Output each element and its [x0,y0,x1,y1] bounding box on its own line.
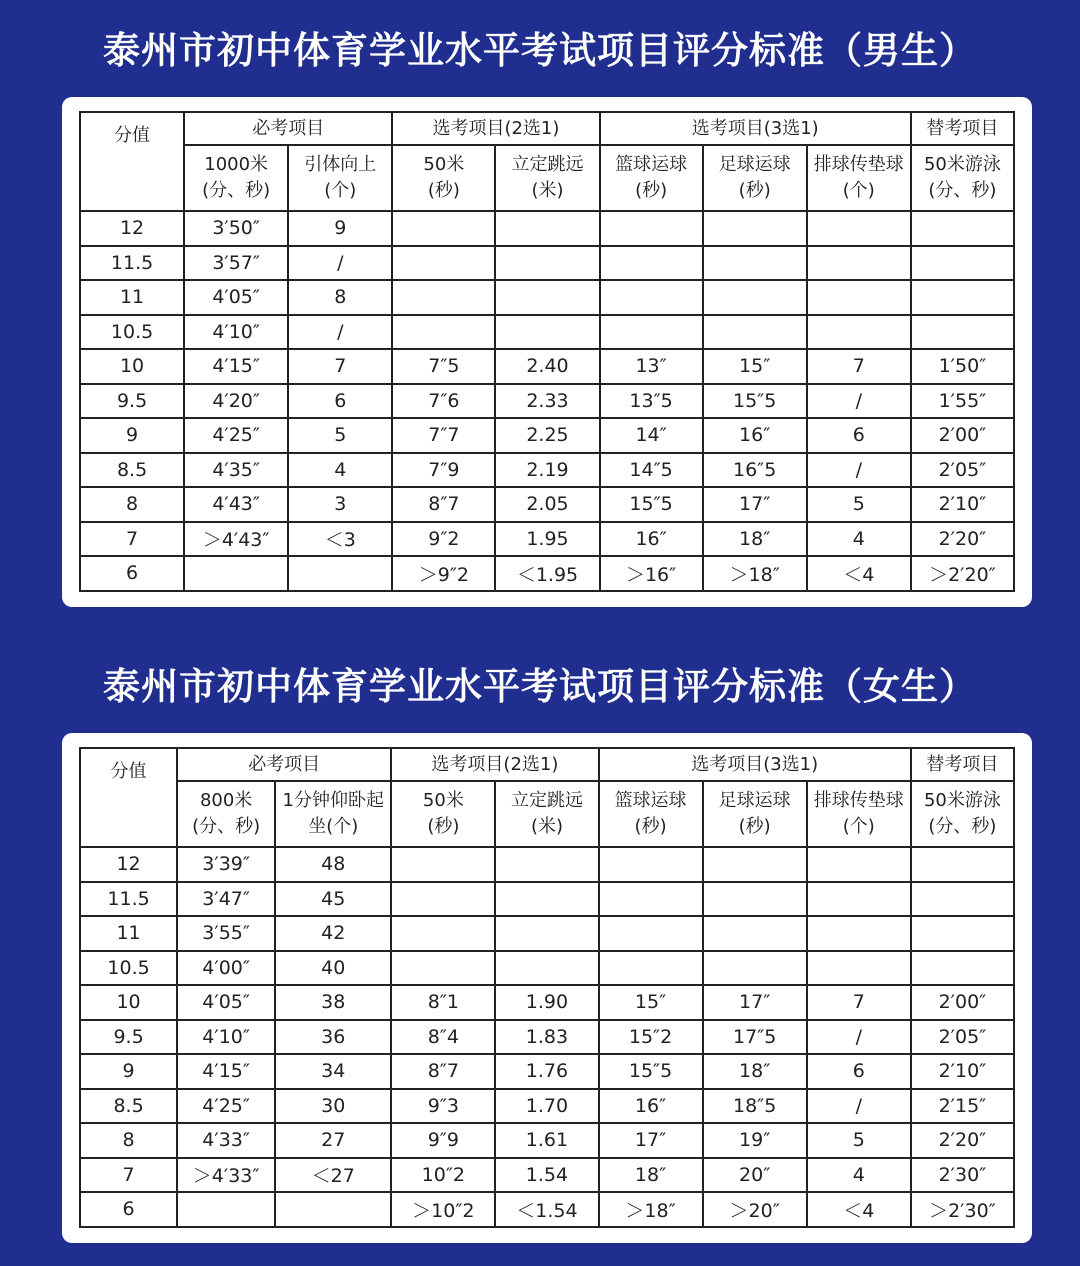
score-cell: 8.5 [80,453,184,488]
column-header [288,145,392,211]
column-header-line: (个) [324,180,357,201]
value-cell: ＞4′33″ [177,1158,275,1193]
value-cell: 3′57″ [184,246,288,281]
table-row [80,315,1014,350]
value-cell: 4′15″ [177,1054,275,1089]
column-header [807,145,911,211]
male-standard-table [79,111,1015,592]
column-header [495,781,598,847]
value-cell: / [807,453,911,488]
score-cell: 11 [80,916,177,951]
value-cell: 2′15″ [911,1089,1014,1124]
value-cell: 2′30″ [911,1158,1014,1193]
value-cell: ＜1.54 [495,1192,598,1227]
column-header-line: 引体向上 [304,154,377,175]
value-cell: 6 [288,384,392,419]
value-cell: ＞2′20″ [911,556,1014,591]
table-row [80,246,1014,281]
column-header-line: 50米 [422,790,464,811]
value-cell: 9″9 [391,1123,495,1158]
value-cell [495,882,598,917]
value-cell: 38 [275,985,391,1020]
value-cell: 2′20″ [911,522,1014,557]
column-header-line: (秒) [738,180,771,201]
value-cell: 2′05″ [911,453,1014,488]
value-cell [392,211,495,246]
value-cell: 8″7 [392,487,495,522]
value-cell [599,951,703,986]
score-header: 分值 [80,112,184,211]
table-row [80,280,1014,315]
column-header-line: (个) [842,180,875,201]
column-header-line: (秒) [738,816,771,837]
value-cell: 40 [275,951,391,986]
value-cell: 2′00″ [911,985,1014,1020]
column-header-line: 立定跳远 [511,154,584,175]
value-cell: 18″ [599,1158,703,1193]
table-row [80,1054,1014,1089]
score-cell: 10 [80,349,184,384]
group-header: 选考项目(3选1) [600,112,911,145]
value-cell: 19″ [703,1123,807,1158]
value-cell: / [807,1020,911,1055]
value-cell [392,280,495,315]
column-header [911,145,1014,211]
value-cell: 8″7 [391,1054,495,1089]
value-cell: 13″5 [600,384,703,419]
value-cell: 2.33 [495,384,599,419]
value-cell: 17″ [703,985,807,1020]
group-header: 替考项目 [911,112,1014,145]
value-cell: 4′15″ [184,349,288,384]
value-cell: 15″5 [599,1054,703,1089]
value-cell: / [807,384,911,419]
value-cell: ＞4′43″ [184,522,288,557]
column-header-line: 50米游泳 [923,790,1001,811]
value-cell: 7″9 [392,453,495,488]
group-header: 选考项目(2选1) [392,112,599,145]
value-cell: 4 [288,453,392,488]
score-cell: 6 [80,1192,177,1227]
value-cell [911,280,1014,315]
score-cell: 11.5 [80,246,184,281]
column-header [275,781,391,847]
value-cell: 7″7 [392,418,495,453]
value-cell: 8 [288,280,392,315]
score-cell: 9.5 [80,1020,177,1055]
value-cell [391,882,495,917]
table-row [80,882,1014,917]
table-row [80,556,1014,591]
value-cell: 3′50″ [184,211,288,246]
value-cell: ＜27 [275,1158,391,1193]
value-cell: 1.61 [495,1123,598,1158]
value-cell [807,280,911,315]
value-cell: 4 [807,1158,911,1193]
column-header-line: 立定跳远 [510,790,583,811]
table-row [80,349,1014,384]
value-cell [911,246,1014,281]
value-cell: 4′00″ [177,951,275,986]
score-cell: 11 [80,280,184,315]
value-cell: 15″5 [703,384,807,419]
column-header [392,145,495,211]
column-header-line: 足球运球 [718,154,791,175]
score-cell: 12 [80,211,184,246]
table-row [80,951,1014,986]
value-cell [703,916,807,951]
value-cell [392,315,495,350]
column-header-line: 篮球运球 [614,790,687,811]
value-cell: 15″5 [600,487,703,522]
value-cell: 5 [807,487,911,522]
column-header-line: 排球传垫球 [813,154,904,175]
score-cell: 11.5 [80,882,177,917]
value-cell: 4′25″ [177,1089,275,1124]
score-cell: 6 [80,556,184,591]
value-cell [911,951,1014,986]
column-header-line: (米) [530,816,563,837]
value-cell [495,315,599,350]
column-header [177,781,275,847]
value-cell: 7 [807,985,911,1020]
value-cell [184,556,288,591]
column-header-line: 足球运球 [718,790,791,811]
table-row [80,1020,1014,1055]
column-header-line: 排球传垫球 [813,790,904,811]
value-cell [911,211,1014,246]
value-cell: 2.05 [495,487,599,522]
value-cell: 34 [275,1054,391,1089]
table-row [80,985,1014,1020]
table-row [80,453,1014,488]
value-cell: 30 [275,1089,391,1124]
value-cell: 16″5 [703,453,807,488]
column-header [184,145,288,211]
value-cell [703,280,807,315]
value-cell: 18″ [703,522,807,557]
value-cell [807,847,911,882]
male-table-title: 泰州市初中体育学业水平考试项目评分标准（男生） [103,29,977,72]
value-cell [599,882,703,917]
column-header-line: 50米 [423,154,465,175]
value-cell: / [288,246,392,281]
value-cell: 17″ [703,487,807,522]
value-cell [391,951,495,986]
column-header [391,781,495,847]
score-cell: 9.5 [80,384,184,419]
value-cell: 3′39″ [177,847,275,882]
value-cell: 9″2 [392,522,495,557]
value-cell: 17″ [599,1123,703,1158]
value-cell: 1′50″ [911,349,1014,384]
female-standard-table [79,747,1015,1228]
column-header-line: 800米 [199,790,253,811]
male-standard-card [62,97,1032,607]
score-header: 分值 [80,748,177,847]
value-cell: 15″ [703,349,807,384]
value-cell [807,246,911,281]
score-cell: 10.5 [80,951,177,986]
value-cell: 10″2 [391,1158,495,1193]
value-cell: 6 [807,418,911,453]
table-row [80,384,1014,419]
value-cell: 3′55″ [177,916,275,951]
value-cell: 3′47″ [177,882,275,917]
value-cell: 1.95 [495,522,599,557]
value-cell [600,211,703,246]
value-cell [911,315,1014,350]
column-header [911,781,1014,847]
group-header: 必考项目 [177,748,391,781]
value-cell [391,847,495,882]
value-cell [495,280,599,315]
value-cell [391,916,495,951]
value-cell: 6 [807,1054,911,1089]
value-cell: 7 [288,349,392,384]
score-cell: 8.5 [80,1089,177,1124]
column-header [599,781,703,847]
value-cell: 4′05″ [177,985,275,1020]
value-cell: 1.76 [495,1054,598,1089]
value-cell: / [288,315,392,350]
column-header [703,781,807,847]
column-header-line: (米) [531,180,564,201]
female-table-title: 泰州市初中体育学业水平考试项目评分标准（女生） [103,665,977,708]
value-cell: 2′00″ [911,418,1014,453]
column-header-line: 1000米 [204,154,269,175]
value-cell: 9″3 [391,1089,495,1124]
value-cell: 1′55″ [911,384,1014,419]
table-row [80,522,1014,557]
value-cell [599,916,703,951]
column-header-line: 50米游泳 [923,154,1001,175]
table-row [80,1192,1014,1227]
value-cell [495,951,598,986]
value-cell: 2′10″ [911,1054,1014,1089]
value-cell: 1.83 [495,1020,598,1055]
value-cell: ＞9″2 [392,556,495,591]
table-row [80,1089,1014,1124]
value-cell: 2′20″ [911,1123,1014,1158]
value-cell: 2.25 [495,418,599,453]
group-header: 替考项目 [911,748,1014,781]
value-cell: 1.54 [495,1158,598,1193]
value-cell: 1.70 [495,1089,598,1124]
column-header-line: (秒) [427,816,460,837]
score-cell: 9 [80,1054,177,1089]
table-row [80,847,1014,882]
value-cell [275,1192,391,1227]
group-header: 必考项目 [184,112,392,145]
column-header-line: (秒) [634,816,667,837]
value-cell [703,315,807,350]
table-row [80,211,1014,246]
value-cell: 2.19 [495,453,599,488]
value-cell [703,211,807,246]
value-cell: ＜4 [807,1192,911,1227]
value-cell: 13″ [600,349,703,384]
value-cell: ＜4 [807,556,911,591]
value-cell: 14″ [600,418,703,453]
value-cell: ＞16″ [600,556,703,591]
value-cell [600,246,703,281]
value-cell: 4′43″ [184,487,288,522]
value-cell: 4′25″ [184,418,288,453]
score-cell: 10.5 [80,315,184,350]
value-cell: 2.40 [495,349,599,384]
score-cell: 12 [80,847,177,882]
value-cell: ＜1.95 [495,556,599,591]
value-cell [703,246,807,281]
value-cell [703,847,807,882]
column-header [807,781,911,847]
value-cell: 4′10″ [177,1020,275,1055]
score-cell: 9 [80,418,184,453]
table-row [80,916,1014,951]
value-cell: 5 [288,418,392,453]
value-cell: 1.90 [495,985,598,1020]
column-header [600,145,703,211]
value-cell: 16″ [703,418,807,453]
score-cell: 10 [80,985,177,1020]
column-header-line: (秒) [427,180,460,201]
value-cell: 15″2 [599,1020,703,1055]
value-cell: 4′20″ [184,384,288,419]
value-cell: 4 [807,522,911,557]
column-header-line: (个) [842,816,875,837]
score-cell: 8 [80,487,184,522]
value-cell [599,847,703,882]
value-cell: / [807,1089,911,1124]
value-cell: 16″ [599,1089,703,1124]
column-header-line: (分、秒) [192,816,261,837]
value-cell: 18″5 [703,1089,807,1124]
value-cell: 8″4 [391,1020,495,1055]
table-row [80,1158,1014,1193]
value-cell: 4′10″ [184,315,288,350]
value-cell: ＞18″ [703,556,807,591]
value-cell: 15″ [599,985,703,1020]
value-cell [703,882,807,917]
value-cell [807,315,911,350]
value-cell: ＞18″ [599,1192,703,1227]
value-cell [807,882,911,917]
value-cell [495,847,598,882]
value-cell: 48 [275,847,391,882]
value-cell: 27 [275,1123,391,1158]
table-row [80,1123,1014,1158]
value-cell: 8″1 [391,985,495,1020]
value-cell [911,916,1014,951]
value-cell [392,246,495,281]
value-cell: 17″5 [703,1020,807,1055]
value-cell: 7″6 [392,384,495,419]
value-cell: ＞2′30″ [911,1192,1014,1227]
value-cell [807,211,911,246]
group-header: 选考项目(3选1) [599,748,911,781]
value-cell: 2′10″ [911,487,1014,522]
value-cell [807,951,911,986]
value-cell: 7″5 [392,349,495,384]
column-header-line: 1分钟仰卧起 [282,790,384,811]
value-cell [703,951,807,986]
group-header: 选考项目(2选1) [391,748,598,781]
value-cell [911,882,1014,917]
value-cell [288,556,392,591]
value-cell: 4′35″ [184,453,288,488]
female-standard-card [62,733,1032,1243]
column-header-line: (分、秒) [202,180,271,201]
column-header [703,145,807,211]
value-cell: 7 [807,349,911,384]
value-cell: 9 [288,211,392,246]
value-cell: 4′33″ [177,1123,275,1158]
score-cell: 8 [80,1123,177,1158]
value-cell [600,280,703,315]
value-cell: 42 [275,916,391,951]
value-cell: ＞10″2 [391,1192,495,1227]
value-cell [177,1192,275,1227]
value-cell: 18″ [703,1054,807,1089]
value-cell: 4′05″ [184,280,288,315]
column-header-line: (分、秒) [928,816,997,837]
column-header-line: (分、秒) [928,180,997,201]
value-cell [495,246,599,281]
value-cell: 20″ [703,1158,807,1193]
value-cell [600,315,703,350]
value-cell: ＞20″ [703,1192,807,1227]
table-row [80,418,1014,453]
value-cell: 36 [275,1020,391,1055]
value-cell: 3 [288,487,392,522]
column-header [495,145,599,211]
value-cell: 5 [807,1123,911,1158]
score-cell: 7 [80,522,184,557]
column-header-line: 坐(个) [308,816,359,837]
value-cell: ＜3 [288,522,392,557]
column-header-line: 篮球运球 [615,154,688,175]
table-row [80,487,1014,522]
value-cell: 16″ [600,522,703,557]
value-cell: 45 [275,882,391,917]
value-cell [807,916,911,951]
value-cell [495,211,599,246]
value-cell [495,916,598,951]
value-cell: 2′05″ [911,1020,1014,1055]
score-cell: 7 [80,1158,177,1193]
column-header-line: (秒) [635,180,668,201]
value-cell [911,847,1014,882]
value-cell: 14″5 [600,453,703,488]
